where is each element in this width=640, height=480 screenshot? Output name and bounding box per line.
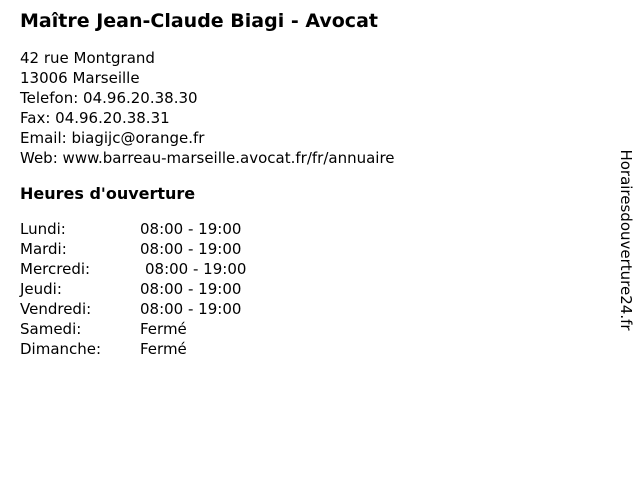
day-hours: 08:00 - 19:00 xyxy=(145,260,247,278)
listing-content xyxy=(20,10,580,359)
address-line-1: 42 rue Montgrand xyxy=(20,49,155,67)
contact-block xyxy=(20,48,580,168)
hours-row-thursday xyxy=(20,279,580,299)
day-label: Dimanche: xyxy=(20,340,102,358)
phone-value: 04.96.20.38.30 xyxy=(83,89,198,107)
web-value: www.barreau-marseille.avocat.fr/fr/annuaire xyxy=(62,149,395,167)
day-hours: 08:00 - 19:00 xyxy=(140,220,242,238)
hours-row-tuesday xyxy=(20,239,580,259)
day-label: Lundi: xyxy=(20,220,66,238)
hours-row-wednesday xyxy=(20,259,580,279)
day-hours: 08:00 - 19:00 xyxy=(140,240,242,258)
hours-row-monday xyxy=(20,219,580,239)
day-hours: 08:00 - 19:00 xyxy=(140,300,242,318)
day-label: Vendredi: xyxy=(20,300,92,318)
day-hours: Fermé xyxy=(140,320,187,338)
web-line xyxy=(20,148,580,168)
phone-line xyxy=(20,88,580,108)
email-value: biagijc@orange.fr xyxy=(71,129,205,147)
hours-row-friday xyxy=(20,299,580,319)
fax-line xyxy=(20,108,580,128)
day-label: Jeudi: xyxy=(20,280,62,298)
day-label: Mardi: xyxy=(20,240,67,258)
phone-label: Telefon: xyxy=(20,89,79,107)
hours-row-saturday xyxy=(20,319,580,339)
day-label: Mercredi: xyxy=(20,260,91,278)
email-line xyxy=(20,128,580,148)
hours-row-sunday xyxy=(20,339,580,359)
address-line-2: 13006 Marseille xyxy=(20,69,140,87)
hours-table xyxy=(20,219,580,359)
fax-value: 04.96.20.38.31 xyxy=(55,109,170,127)
page-title: Maître Jean-Claude Biagi - Avocat xyxy=(20,10,378,32)
fax-label: Fax: xyxy=(20,109,51,127)
day-label: Samedi: xyxy=(20,320,82,338)
hours-heading: Heures d'ouverture xyxy=(20,184,196,203)
site-watermark: Horairesdouverture24.fr xyxy=(617,149,635,331)
day-hours: Fermé xyxy=(140,340,187,358)
email-label: Email: xyxy=(20,129,67,147)
web-label: Web: xyxy=(20,149,58,167)
day-hours: 08:00 - 19:00 xyxy=(140,280,242,298)
